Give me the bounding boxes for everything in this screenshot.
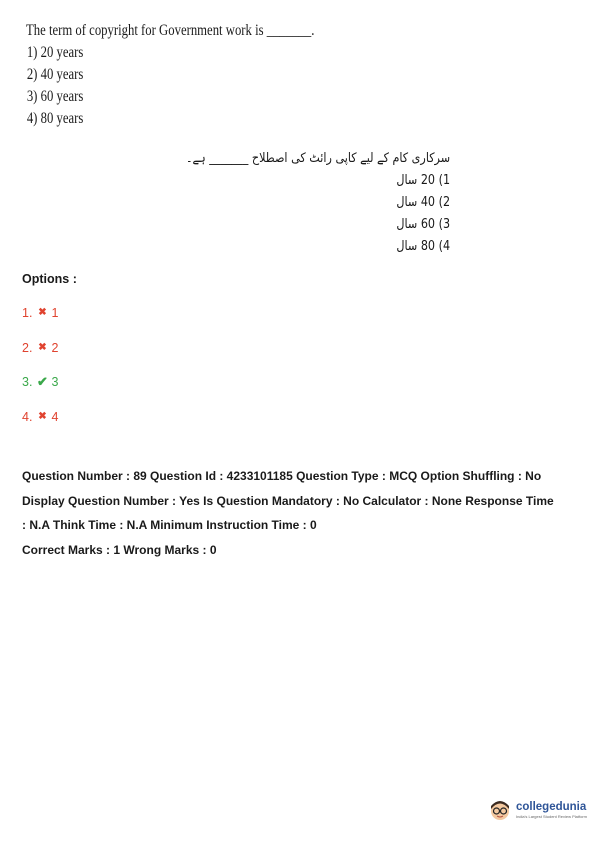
metadata-line-4: Correct Marks : 1 Wrong Marks : 0 [22,542,217,557]
metadata-line-1: Question Number : 89 Question Id : 4233101185 Question Type : MCQ Option Shuffling : No [22,469,542,483]
question-option-3: 3) 60 years [26,88,84,105]
brand-tagline: India's Largest Student Review Platform [515,813,587,819]
question-urdu [186,148,450,258]
option-number: 1. [22,306,33,320]
question-option-1: 1) 20 years [26,44,84,61]
question-option-urdu-1: 1) 20 سال [396,173,450,188]
answer-option-4 [22,409,58,444]
question-option-2: 2) 40 years [26,66,84,83]
answer-option-3 [22,374,58,409]
option-value: 2 [51,340,59,355]
question-option-urdu-4: 4) 80 سال [396,239,450,254]
option-value: 3 [51,375,59,389]
cross-icon: ✖ [38,341,47,353]
cross-icon: ✖ [38,410,47,422]
option-number: 2. [22,340,33,355]
answer-options-list [22,305,58,443]
option-value: 4 [51,409,59,424]
question-option-urdu-3: 3) 60 سال [396,217,450,232]
cross-icon: ✖ [38,307,47,318]
metadata-line-3: : N.A Think Time : N.A Minimum Instruction Time : 0 [22,518,317,532]
question-option-urdu-2: 2) 40 سال [396,195,450,210]
brand-name: collegedunia [515,800,587,813]
question-english [26,20,314,130]
question-option-4: 4) 80 years [26,110,84,127]
option-number: 4. [22,409,33,424]
question-text-urdu: سرکاری کام کے لیے کاپی رائٹ کی اصطلاح _______ ہے۔ [185,151,450,166]
answer-option-2 [22,340,58,375]
answer-option-1 [22,305,58,340]
metadata-line-2: Display Question Number : Yes Is Question Mandatory : No Calculator : None Response Time [22,493,554,508]
option-value: 1 [51,306,59,320]
question-text: The term of copyright for Government work is _______. [26,22,315,39]
check-icon: ✔ [36,374,48,389]
options-heading: Options : [22,272,77,286]
question-metadata [22,464,582,562]
brand-logo-block [488,798,587,822]
option-number: 3. [22,375,33,389]
mascot-logo-icon [488,798,512,822]
